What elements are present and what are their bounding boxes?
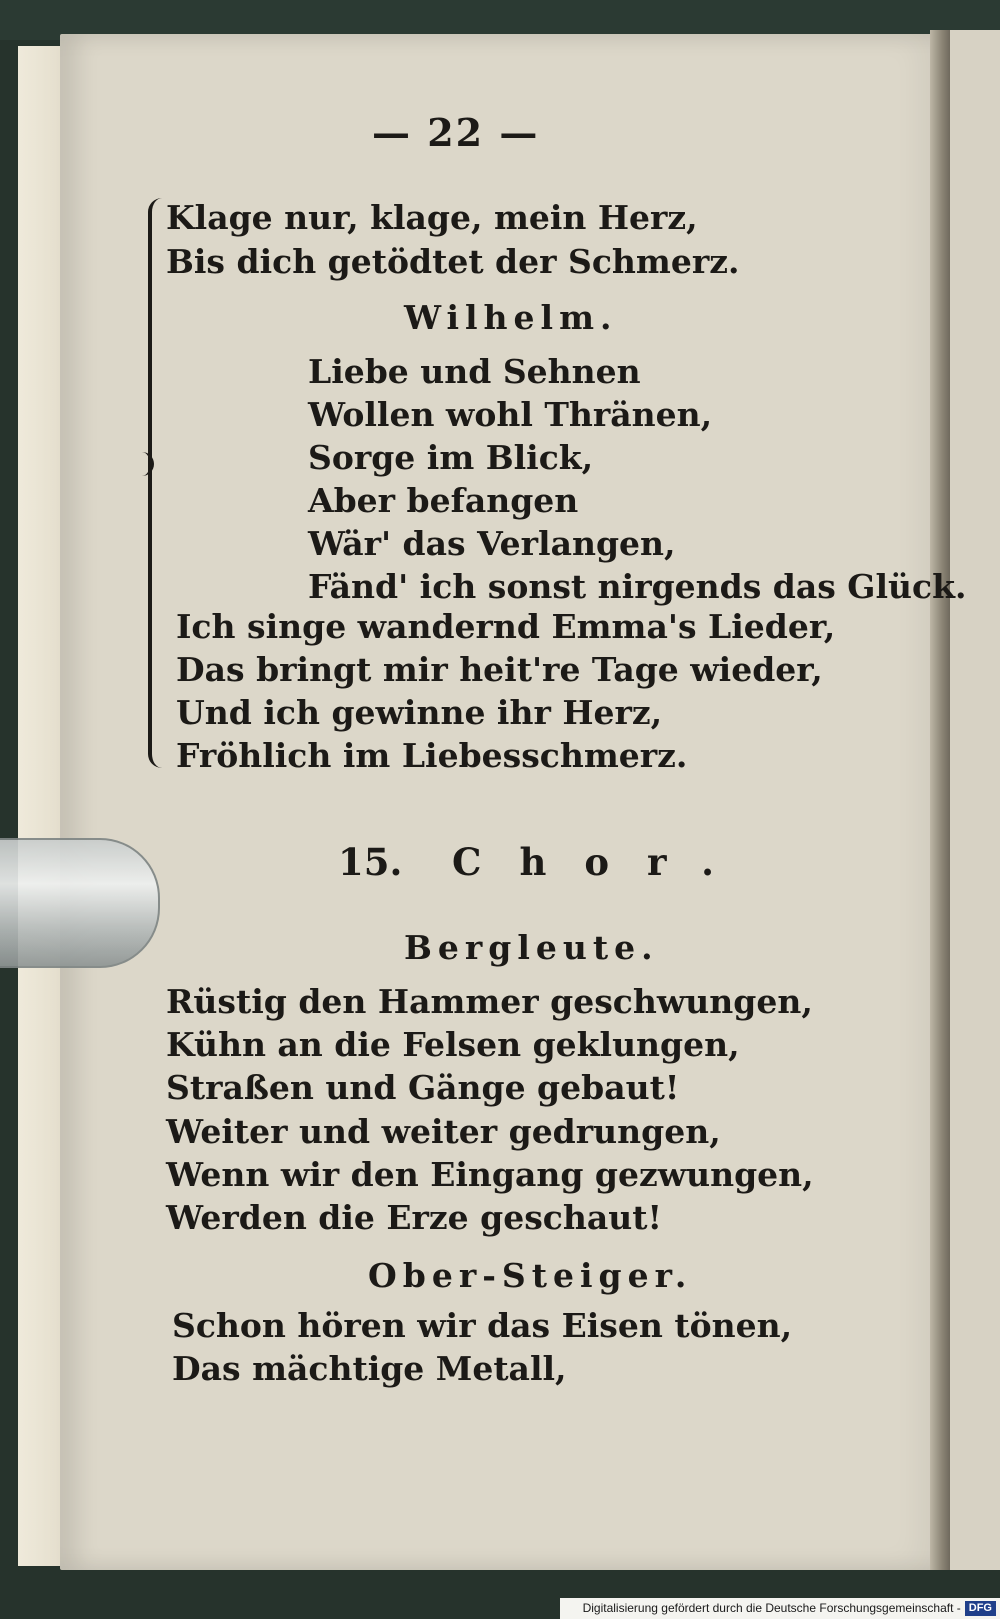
verse-line: Und ich gewinne ihr Herz,	[176, 693, 663, 732]
brace-bracket	[148, 198, 168, 768]
speaker-name: Wilhelm.	[404, 298, 618, 337]
speaker-name: Bergleute.	[404, 928, 659, 967]
verse-line: Das mächtige Metall,	[172, 1349, 567, 1388]
footer-credit: Digitalisierung gefördert durch die Deutsche Forschungsgemeinschaft -	[582, 1601, 961, 1615]
verse-line: Aber befangen	[308, 481, 579, 520]
verse-line: Rüstig den Hammer geschwungen,	[166, 982, 813, 1021]
section-title: Chor.	[452, 840, 753, 884]
verse-line: Wär' das Verlangen,	[308, 524, 676, 563]
verse-line: Das bringt mir heit're Tage wieder,	[176, 650, 823, 689]
verse-line: Straßen und Gänge gebaut!	[166, 1068, 680, 1107]
verse-line: Fänd' ich sonst nirgends das Glück.	[308, 567, 967, 606]
dfg-logo: DFG	[965, 1601, 996, 1616]
facing-page-edge	[950, 30, 1000, 1570]
verse-line: Weiter und weiter gedrungen,	[166, 1112, 721, 1151]
verse-line: Sorge im Blick,	[308, 438, 594, 477]
verse-line: Fröhlich im Liebesschmerz.	[176, 736, 688, 775]
verse-line: Wenn wir den Eingang gezwungen,	[166, 1155, 814, 1194]
verse-line: Bis dich getödtet der Schmerz.	[166, 242, 740, 281]
book-gutter	[930, 30, 950, 1570]
digitization-footer	[560, 1598, 1000, 1619]
page-number: — 22 —	[372, 110, 540, 155]
verse-line: Schon hören wir das Eisen tönen,	[172, 1306, 793, 1345]
verse-line: Klage nur, klage, mein Herz,	[166, 198, 698, 237]
section-number: 15.	[338, 840, 403, 884]
verse-line: Liebe und Sehnen	[308, 352, 641, 391]
verse-line: Ich singe wandernd Emma's Lieder,	[176, 607, 836, 646]
verse-line: Kühn an die Felsen geklungen,	[166, 1025, 740, 1064]
verse-line: Wollen wohl Thränen,	[308, 395, 713, 434]
page-clip	[0, 838, 160, 968]
speaker-name: Ober-Steiger.	[368, 1256, 693, 1295]
verse-line: Werden die Erze geschaut!	[166, 1198, 662, 1237]
